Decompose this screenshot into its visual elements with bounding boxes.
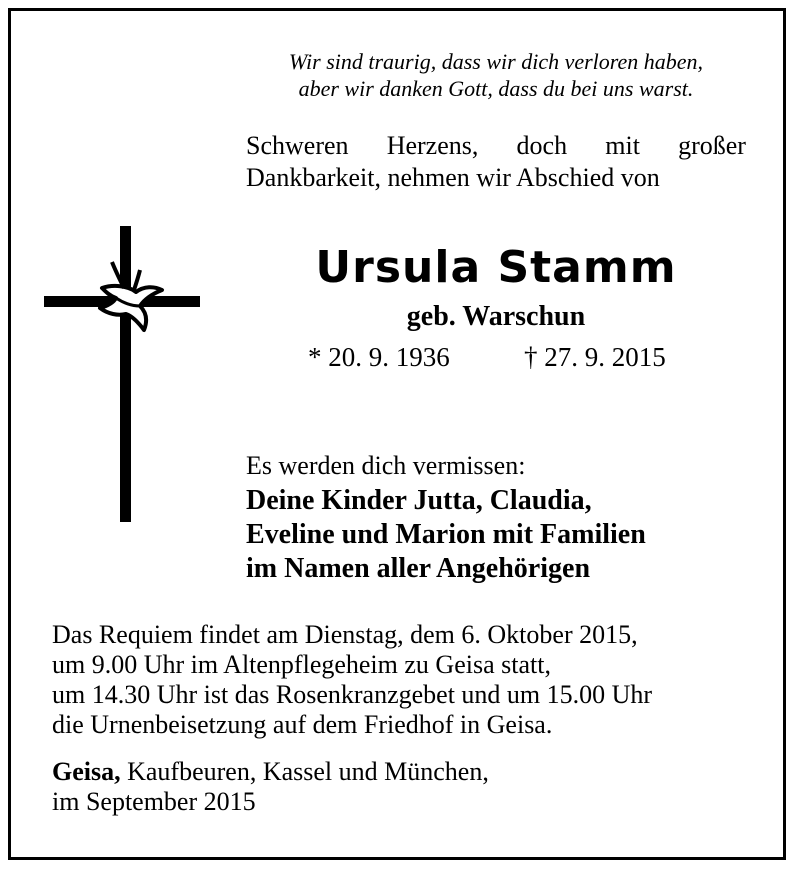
- maiden-name: geb. Warschun: [406, 301, 586, 332]
- intro-word: Schweren: [246, 131, 349, 160]
- mourners-line: Deine Kinder Jutta, Claudia,: [246, 485, 592, 516]
- service-line: um 9.00 Uhr im Altenpflegeheim zu Geisa statt,: [52, 650, 551, 679]
- place-bold: Geisa,: [52, 757, 121, 786]
- places-line: [52, 757, 489, 787]
- service-info: [52, 620, 652, 740]
- intro-word: Herzens,: [386, 131, 479, 160]
- intro-word: mit: [605, 131, 640, 160]
- service-line: um 14.30 Uhr ist das Rosenkranzgebet und um 15.00 Uhr: [52, 680, 653, 709]
- quote-line-2: aber wir danken Gott, dass du bei uns warst.: [298, 76, 694, 101]
- cross-with-dove-icon: [44, 226, 204, 526]
- service-line: Das Requiem findet am Dienstag, dem 6. Oktober 2015,: [52, 620, 638, 649]
- places-rest: Kaufbeuren, Kassel und München,: [120, 757, 489, 786]
- intro-line-2: Dankbarkeit, nehmen wir Abschied von: [246, 163, 660, 192]
- intro-text: [246, 130, 746, 194]
- deceased-name: Ursula Stamm: [315, 242, 677, 293]
- mourners-line: im Namen aller Angehörigen: [246, 553, 591, 584]
- intro-word: großer: [678, 131, 746, 160]
- death-date: † 27. 9. 2015: [524, 342, 666, 372]
- intro-word: doch: [516, 131, 568, 160]
- closing-date: im September 2015: [52, 787, 256, 816]
- mourners-line: Eveline und Marion mit Familien: [246, 519, 646, 550]
- birth-date: * 20. 9. 1936: [308, 342, 450, 372]
- closing-block: [52, 757, 489, 817]
- quote-line-1: Wir sind traurig, dass wir dich verloren haben,: [288, 49, 704, 74]
- mourners-intro: Es werden dich vermissen:: [246, 451, 526, 480]
- mourners-list: [246, 484, 646, 586]
- bible-quote: [246, 48, 746, 102]
- service-line: die Urnenbeisetzung auf dem Friedhof in Geisa.: [52, 710, 553, 739]
- intro-line-1: [246, 130, 746, 162]
